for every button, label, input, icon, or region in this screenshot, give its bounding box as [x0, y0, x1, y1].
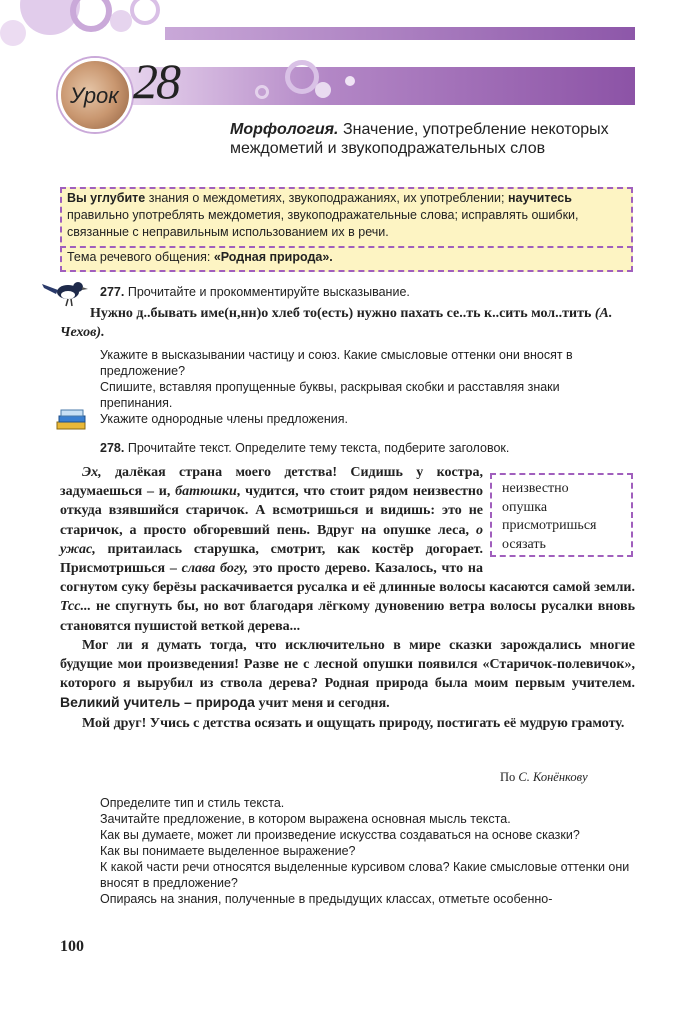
goal-divider — [60, 246, 633, 248]
text-run: не спугнуть бы, но вот благодаря лёгкому дуновению ветра волосы русалки вновь становятся пушистой веткой дерева... — [60, 599, 635, 634]
text-run: это просто дерево. Казалось, что на согнутом суку берёзы раскачивается русалка и её длинные волосы касаются самой земли. — [60, 561, 635, 596]
vocab-word: присмотришься — [502, 518, 597, 533]
topic-value: «Родная природа». — [213, 250, 333, 264]
goal-lead2: научитесь — [507, 191, 572, 205]
highlighted-phrase: Великий учитель – природа — [60, 694, 255, 711]
italic-word: Тсс... — [60, 599, 91, 615]
title-bold: Морфология. — [230, 121, 339, 138]
title-rest: Значение, употребление некоторых междометий и звукоподражательных слов — [230, 121, 609, 157]
task-item: Спишите, вставляя пропущенные буквы, раскрывая скобки и расставляя знаки препинания. — [100, 380, 560, 410]
top-decor-bar — [165, 27, 635, 40]
question-item: Как вы понимаете выделенное выражение? — [100, 844, 356, 858]
question-item: Определите тип и стиль текста. — [100, 796, 285, 810]
ex277-quote — [60, 304, 635, 342]
lesson-title — [230, 120, 630, 158]
decor-circle — [130, 0, 160, 25]
question-item: Опираясь на знания, полученные в предыдущих классах, отметьте особенно- — [100, 892, 553, 906]
ex278-header — [100, 441, 509, 455]
goal-lead1: Вы углубите — [67, 191, 146, 205]
topic-line — [67, 250, 333, 264]
ex277-number: 277. — [100, 285, 125, 299]
decor-circle — [70, 0, 112, 32]
vocab-word: осязать — [502, 536, 546, 552]
quote-text: Нужно д..бывать име(н,нн)о хлеб то(есть) нужно пахать се..ть к..сить мол..тить — [90, 306, 592, 321]
text-run: Мог ли я думать тогда, что исключительно в мире сказки зарождались многие будущие мои произведения! Разве не с лесной опушки появился «Старичок-полевичок», которого я вырубил из ствола дерева? Родная природа была моим первым учителем. — [60, 637, 635, 692]
decor-circle — [285, 60, 319, 94]
topic-label: Тема речевого общения: — [67, 250, 214, 264]
task-item: Укажите однородные члены предложения. — [100, 412, 348, 426]
text-run: притаилась старушка, смотрит, как костёр догорает. Присмотришься – — [60, 541, 483, 577]
question-item: К какой части речи относятся выделенные курсивом слова? Какие смысловые оттенки они вносят в предложение? — [100, 860, 630, 890]
question-item: Зачитайте предложение, в котором выражена основная мысль текста. — [100, 812, 511, 826]
decor-circle — [110, 10, 132, 32]
decor-circle — [255, 85, 269, 99]
ex277-tasks — [100, 347, 635, 427]
books-icon — [55, 408, 89, 432]
text-para-1 — [60, 463, 635, 636]
text-run: учит меня и сегодня. — [254, 696, 390, 712]
ex277-instruction: Прочитайте и прокомментируйте высказывание. — [127, 285, 410, 299]
ex278-text — [60, 463, 635, 733]
text-run: далёкая страна моего детства! Сидишь у костра, задумаешься – и, — [60, 465, 483, 500]
decor-circle — [0, 20, 26, 46]
task-item: Укажите в высказывании частицу и союз. Какие смысловые оттенки они вносят в предложение? — [100, 348, 573, 378]
text-para-2 — [60, 636, 635, 714]
text-para-3: Мой друг! Учись с детства осязать и ощущать природу, постигать её мудрую грамоту. — [82, 715, 625, 731]
quote-author: (А. Чехов). — [60, 306, 613, 340]
decor-circle — [315, 82, 331, 98]
ex277-header — [100, 285, 410, 299]
question-item: Как вы думаете, может ли произведение искусства создаваться на основе сказки? — [100, 828, 580, 842]
lesson-word: Урок — [70, 83, 119, 108]
ex278-number: 278. — [100, 441, 125, 455]
lesson-number: 28 — [133, 53, 179, 109]
vocab-word: неизвестно — [502, 481, 569, 496]
ex278-instruction: Прочитайте текст. Определите тему текста, подберите заголовок. — [127, 441, 510, 455]
page-number: 100 — [60, 938, 84, 955]
italic-word: батюшки — [175, 484, 237, 500]
goal-text2: правильно употреблять междометия, звукоподражательные слова; исправлять ошибки, связанные с неправильным использованием их в речи. — [67, 208, 579, 239]
italic-word: Эх, — [82, 465, 102, 480]
goal-text1: знания о междометиях, звукоподражаниях, их употреблении; — [145, 191, 508, 205]
lesson-banner — [120, 67, 635, 105]
italic-word: о ужас, — [60, 522, 483, 557]
italic-word: слава богу, — [181, 561, 249, 577]
author-prefix: По — [500, 770, 519, 784]
text-run: , чудится, что стоит рядом неизвестно откуда взявшийся старичок. А всмотришься и видишь: это не старичок, а просто обгоревший пень. Вдруг на опушке леса, — [60, 484, 483, 538]
author-name: С. Конёнкову — [518, 770, 588, 784]
ex278-questions — [100, 795, 635, 907]
text-author — [500, 770, 588, 785]
goal-text — [67, 190, 627, 241]
vocab-word: опушка — [502, 499, 548, 515]
decor-circle — [345, 76, 355, 86]
